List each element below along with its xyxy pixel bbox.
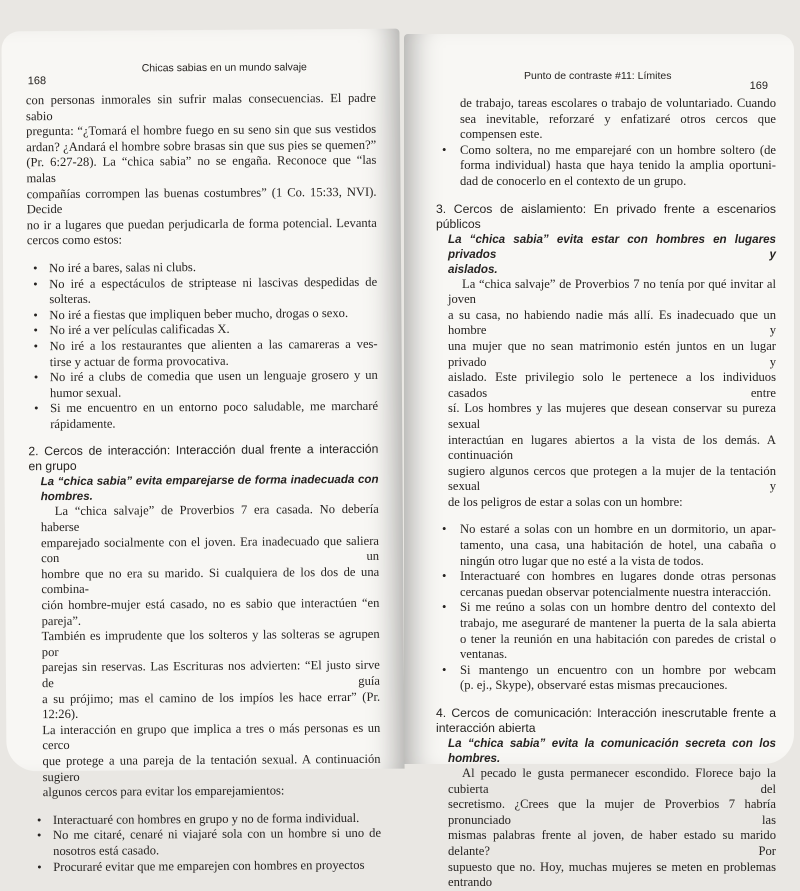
text-line: 2. Cercos de interacción: Interacción dual frente a interacción (28, 442, 379, 459)
text-line: interacción abierta (436, 721, 536, 735)
list-item-line: ventanas. (460, 647, 508, 662)
section-2-body (29, 502, 381, 801)
bullet-icon: • (33, 323, 38, 338)
list-item (436, 600, 776, 662)
text-line: hombres. (40, 490, 93, 504)
section-4-title (436, 706, 776, 736)
section-2-subtitle (29, 472, 379, 504)
list-item-line: forma individual) hasta que haya tenido la amplia oportuni- (460, 158, 776, 173)
text-line: Al pecado le gusta permanecer escondido. Florece bajo la cubierta del (448, 766, 776, 796)
text-line: sea inevitable, reforzaré y enfatizaré otros cercos que (460, 111, 776, 126)
list-item (27, 274, 377, 308)
list-item-line: Si me reúno a solas con un hombre dentro del contexto del (460, 600, 776, 615)
places-bullet-list (27, 259, 378, 433)
text-line: La “chica sabia” evita emparejarse de forma inadecuada con (40, 473, 379, 489)
list-item (436, 663, 776, 694)
text-line: emparejado socialmente con el joven. Era inadecuado que saliera con un (40, 533, 380, 566)
list-item-line: No me citaré, cenaré ni viajaré sola con un hombre si uno de (52, 826, 382, 843)
list-item-line: dad de conocerlo en el contexto de un grupo. (460, 173, 687, 188)
text-line: públicos (436, 216, 481, 231)
list-item-line: No iré a espectáculos de striptease ni lascivas despedidas de (49, 274, 378, 291)
bullet-icon: • (34, 401, 39, 416)
text-line: También es imprudente que los solteros y las solteras se agrupen por (41, 626, 380, 659)
text-line: pregunta: “¿Tomará el hombre fuego en su seno sin que sus vestidos (26, 121, 377, 139)
list-item-line: Si mantengo un encuentro con un hombre por webcam (460, 662, 776, 677)
text-line: La “chica sabia” evita la comunicación secreta con los hombres. (448, 737, 776, 765)
text-line: aislado. Este privilegio solo le pertenece a los individuos casados entre (448, 370, 776, 400)
text-line: compensen este. (460, 127, 543, 142)
section-4-subtitle (436, 736, 776, 766)
text-line: a su casa, no habiendo nadie más allí. Es inadecuado que un hombre y (448, 307, 776, 338)
text-line: hombre que no era su marido. Si cualquiera de los dos de una combina- (41, 564, 380, 597)
text-line: mismas palabras frente al joven, de haber estado su marido delante? Por (448, 828, 776, 858)
text-line: a su prójimo; mas el camino de los impíos les hace errar” (Pr. 12:26). (42, 689, 381, 722)
bullet-icon: • (442, 142, 447, 157)
list-item-line: solteras. (49, 291, 91, 307)
list-item (28, 368, 378, 402)
list-item-line: (p. ej., Skype), observaré estas mismas precauciones. (460, 678, 728, 693)
list-item-line: humor sexual. (49, 385, 122, 400)
text-line: ardan? ¿Andará el hombre sobre brasas sin que sus pies se quemen?” (26, 137, 377, 155)
bullet-icon: • (33, 307, 38, 322)
right-page (404, 34, 794, 890)
section-3-subtitle (436, 232, 776, 277)
list-item (28, 399, 378, 433)
bullet-icon: • (36, 828, 42, 843)
bullet-icon: • (442, 569, 447, 584)
list-item-line: No iré a ver películas calificadas X. (49, 322, 230, 338)
list-item-line: No iré a los restaurantes que alienten a las camareras a ves- (49, 336, 378, 353)
text-line: de los peligros de estar a solas con un hombre: (448, 494, 683, 509)
bullet-icon: • (33, 261, 38, 276)
list-item (436, 522, 776, 569)
section-4-body (436, 766, 776, 891)
intro-paragraph (26, 91, 377, 249)
list-item (436, 569, 776, 600)
page-number-left: 168 (27, 75, 47, 88)
list-item-line: No estaré a solas con un hombre en un dormitorio, un apar- (460, 522, 776, 537)
list-item-line: No iré a clubs de comedia que usen un lenguaje grosero y un (49, 367, 378, 385)
list-item-line: Como soltera, no me emparejaré con un hombre soltero (de (460, 142, 776, 157)
text-line: no ir a lugares que puedan perjudicarla de forma potencial. Levanta (26, 215, 377, 232)
running-head-right: Punto de contraste #11: Límites (524, 70, 672, 82)
list-item (28, 337, 378, 371)
list-item-line: Procuraré evitar que me emparejen con hombres en proyectos (53, 857, 365, 874)
section-3-body (436, 277, 776, 511)
list-item-line: ningún otro lugar que no esté a la vista de todos. (460, 553, 704, 568)
list-item-line: tamento, una casa, una habitación de hotel, una cabaña o (460, 538, 776, 553)
left-page-content (26, 91, 381, 876)
section-3-title (436, 202, 776, 232)
text-line: sí. Los hombres y las mujeres que desean conservar su pureza sexual (448, 401, 776, 431)
continued-bullet-text (436, 96, 776, 143)
text-line: en grupo (28, 459, 77, 474)
list-item (436, 143, 776, 190)
text-line: supuesto que no. Hoy, muchas mujeres se meten en problemas entrando (448, 859, 776, 890)
list-item-line: cercanas puedan observar potencialmente nuestra interacción. (460, 584, 772, 599)
text-line: secretismo. ¿Crees que la mujer de Proverbios 7 habría pronunciado las (448, 797, 776, 827)
list-item-line: No iré a fiestas que impliquen beber mucho, drogas o sexo. (49, 305, 349, 322)
pairing-bullet-list (31, 811, 381, 876)
bullet-icon: • (442, 522, 447, 537)
bullet-icon: • (33, 339, 39, 354)
text-line: cercos como estos: (26, 232, 123, 248)
text-line: interactúan en lugares abiertos a la vista de los demás. A continuación (448, 432, 776, 463)
bullet-icon: • (37, 859, 42, 874)
bullet-icon: • (442, 600, 447, 615)
text-line: 3. Cercos de aislamiento: En privado frente a escenarios (436, 201, 776, 216)
text-line: (Pr. 6:27-28). La “chica sabia” no se engaña. Reconoce que “las malas (26, 153, 377, 186)
text-line: que protege a una pareja de la tentación sexual. A continuación sugiero (42, 751, 381, 784)
list-item-line: tirse y actuar de forma provocativa. (49, 353, 229, 369)
text-line: La “chica sabia” evita estar con hombres en lugares privados y (448, 232, 776, 261)
page-number-right: 169 (749, 80, 768, 92)
text-line: con personas inmorales sin sufrir malas consecuencias. El padre sabio (25, 90, 376, 123)
bullet-icon: • (33, 276, 38, 291)
text-line: compañías corrompen las buenas costumbres” (1 Co. 15:33, NVI). Decide (26, 184, 377, 217)
text-line: de trabajo, tareas escolares o trabajo de voluntariado. Cuando (460, 96, 776, 110)
text-line: La “chica salvaje” de Proverbios 7 era casada. No debería haberse (40, 502, 379, 535)
text-line: parejas sin reservas. Las Escrituras nos advierten: “El justo sirve de guía (41, 658, 381, 691)
left-page (1, 29, 404, 874)
right-page-content (436, 96, 776, 891)
text-line: una mujer que no sean matrimonio estén juntos en un lugar privado y (448, 338, 776, 369)
list-item (31, 857, 381, 875)
list-item-line: o tener la reunión en una habitación con paredes de cristal o (460, 631, 776, 646)
bullet-icon: • (36, 812, 42, 827)
list-item-line: Si me encuentro en un entorno poco saludable, me marcharé (50, 399, 379, 416)
text-line: La “chica salvaje” de Proverbios 7 no tenía por qué invitar al joven (448, 276, 776, 307)
bullet-icon: • (33, 370, 39, 385)
bullet-icon: • (442, 662, 447, 677)
section-2-title (28, 442, 378, 474)
list-item-line: Interactuaré con hombres en lugares donde otras personas (460, 569, 776, 584)
text-line: La interacción en grupo que implica a tres o más personas es un cerco (42, 720, 381, 753)
running-head-left: Chicas sabias en un mundo salvaje (141, 61, 307, 75)
text-line: 4. Cercos de comunicación: Interacción inescrutable frente a (436, 706, 776, 720)
isolation-bullet-list (436, 522, 776, 694)
list-item (31, 826, 381, 860)
list-item-line: Interactuaré con hombres en grupo y no de forma individual. (52, 810, 360, 827)
list-item-line: No iré a bares, salas ni clubs. (49, 259, 197, 276)
text-line: ción hombre-mujer está casado, no es sabio que interactúen “en pareja”. (41, 595, 380, 628)
single-bullet-list (436, 143, 776, 190)
list-item-line: rápidamente. (50, 416, 116, 431)
text-line: algunos cercos para evitar los emparejamientos: (42, 783, 285, 800)
list-item-line: trabajo, me aseguraré de mantener la puerta de la sala abierta (460, 616, 776, 631)
text-line: aislados. (448, 262, 498, 276)
text-line: sugiero algunos cercos que protegen a la mujer de la tentación sexual y (448, 463, 776, 494)
list-item-line: nosotros está casado. (53, 843, 160, 858)
